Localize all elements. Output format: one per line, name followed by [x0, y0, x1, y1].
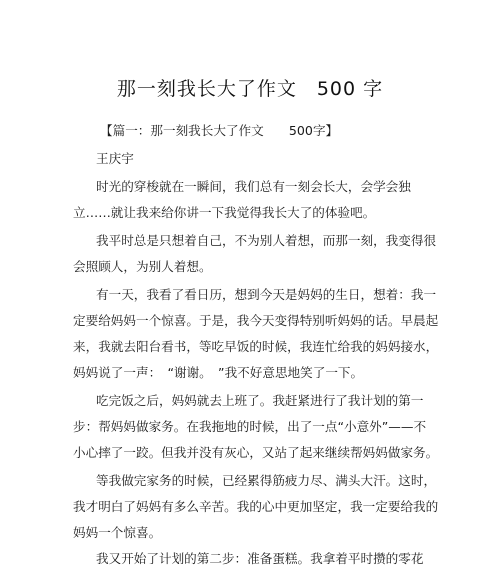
- paragraph-line: 立……就让我来给你讲一下我觉得我长大了的体验吧。: [73, 205, 376, 220]
- paragraph-line: 吃完饭之后，妈妈就去上班了。我赶紧进行了我计划的第一: [96, 393, 424, 408]
- paragraph-line: 我又开始了计划的第二步：准备蛋糕。我拿着平时攒的零花: [96, 551, 424, 566]
- paragraph-line: 我平时总是只想着自己，不为别人着想，而那一刻，我变得很: [96, 233, 437, 248]
- paragraph-line: 小心摔了一跤。但我并没有灰心，又站了起来继续帮妈妈做家务。: [73, 445, 439, 460]
- paragraph-line: 等我做完家务的时候，已经累得筋疲力尽、满头大汗。这时，: [96, 473, 437, 488]
- paragraph-line: 时光的穿梭就在一瞬间，我们总有一刻会长大，会学会独: [96, 179, 411, 194]
- paragraph-line: 步：帮妈妈做家务。在我拖地的时候，出了一点“小意外”——不: [73, 419, 427, 434]
- section-heading: 【篇一：那一刻我长大了作文 500字】: [100, 123, 339, 138]
- paragraph-line: 定要给妈妈一个惊喜。于是，我今天变得特别听妈妈的话。早晨起: [73, 313, 439, 328]
- paragraph-line: 我才明白了妈妈有多么辛苦。我的心中更加坚定，我一定要给我的: [73, 499, 439, 514]
- paragraph-line: 妈妈一个惊喜。: [73, 525, 162, 540]
- paragraph-line: 有一天，我看了看日历，想到今天是妈妈的生日，想着：我一: [96, 287, 437, 302]
- paragraph-line: 妈妈说了一声： “谢谢。 ”我不好意思地笑了一下。: [73, 365, 364, 380]
- author-name: 王庆宇: [96, 151, 134, 166]
- paragraph-line: 会照顾人，为别人着想。: [73, 259, 212, 274]
- paragraph-line: 来，我就去阳台看书，等吃早饭的时候，我连忙给我的妈妈接水，: [73, 339, 439, 354]
- document-title: 那一刻我长大了作文 500 字: [116, 78, 384, 100]
